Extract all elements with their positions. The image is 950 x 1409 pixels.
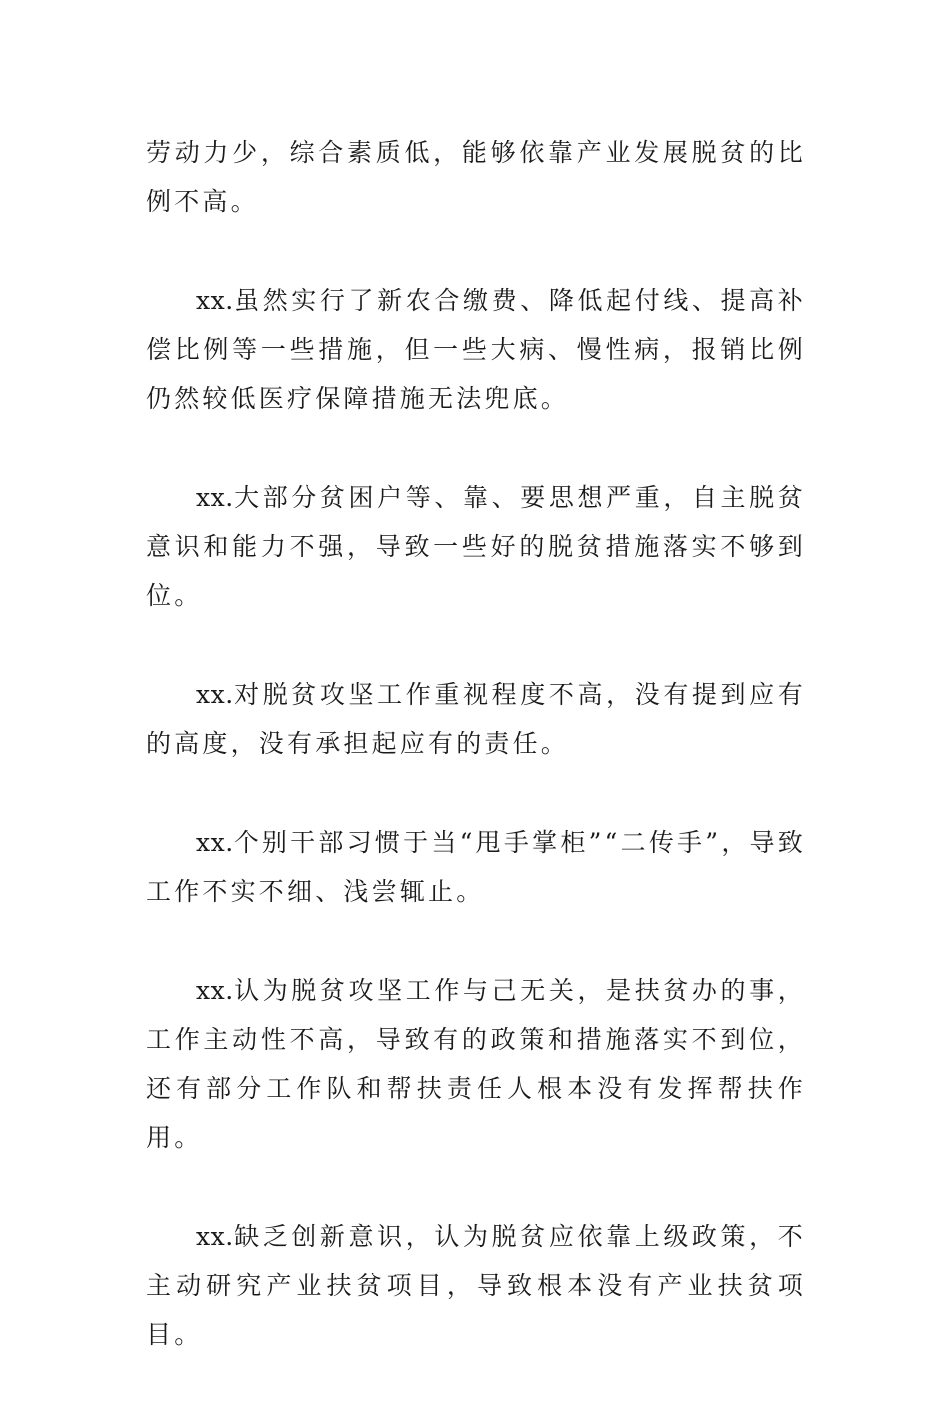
paragraph-number: xx. (196, 1222, 234, 1251)
paragraph-text: 个别干部习惯于当“甩手掌柜”“二传手”，导致工作不实不细、浅尝辄止。 (146, 828, 806, 906)
paragraph-number: xx. (196, 483, 234, 512)
paragraph-7 (146, 1212, 806, 1359)
paragraph-text: 虽然实行了新农合缴费、降低起付线、提高补偿比例等一些措施，但一些大病、慢性病，报销比例仍然较低医疗保障措施无法兜底。 (146, 286, 806, 413)
paragraph-text: 劳动力少，综合素质低，能够依靠产业发展脱贫的比例不高。 (146, 138, 806, 216)
paragraph-3 (146, 473, 806, 620)
paragraph-text: 缺乏创新意识，认为脱贫应依靠上级政策，不主动研究产业扶贫项目，导致根本没有产业扶贫项目。 (146, 1222, 806, 1349)
paragraph-number: xx. (196, 976, 234, 1005)
paragraph-4 (146, 670, 806, 768)
paragraph-5 (146, 818, 806, 916)
paragraph-2 (146, 276, 806, 423)
paragraph-1 (146, 128, 806, 226)
document-body (146, 128, 806, 1409)
paragraph-text: 大部分贫困户等、靠、要思想严重，自主脱贫意识和能力不强，导致一些好的脱贫措施落实不够到位。 (146, 483, 806, 610)
paragraph-number: xx. (196, 286, 234, 315)
paragraph-number: xx. (196, 680, 234, 709)
paragraph-number: xx. (196, 828, 234, 857)
paragraph-6 (146, 966, 806, 1162)
paragraph-text: 认为脱贫攻坚工作与己无关，是扶贫办的事，工作主动性不高，导致有的政策和措施落实不到位，还有部分工作队和帮扶责任人根本没有发挥帮扶作用。 (146, 976, 806, 1152)
paragraph-text: 对脱贫攻坚工作重视程度不高，没有提到应有的高度，没有承担起应有的责任。 (146, 680, 806, 758)
